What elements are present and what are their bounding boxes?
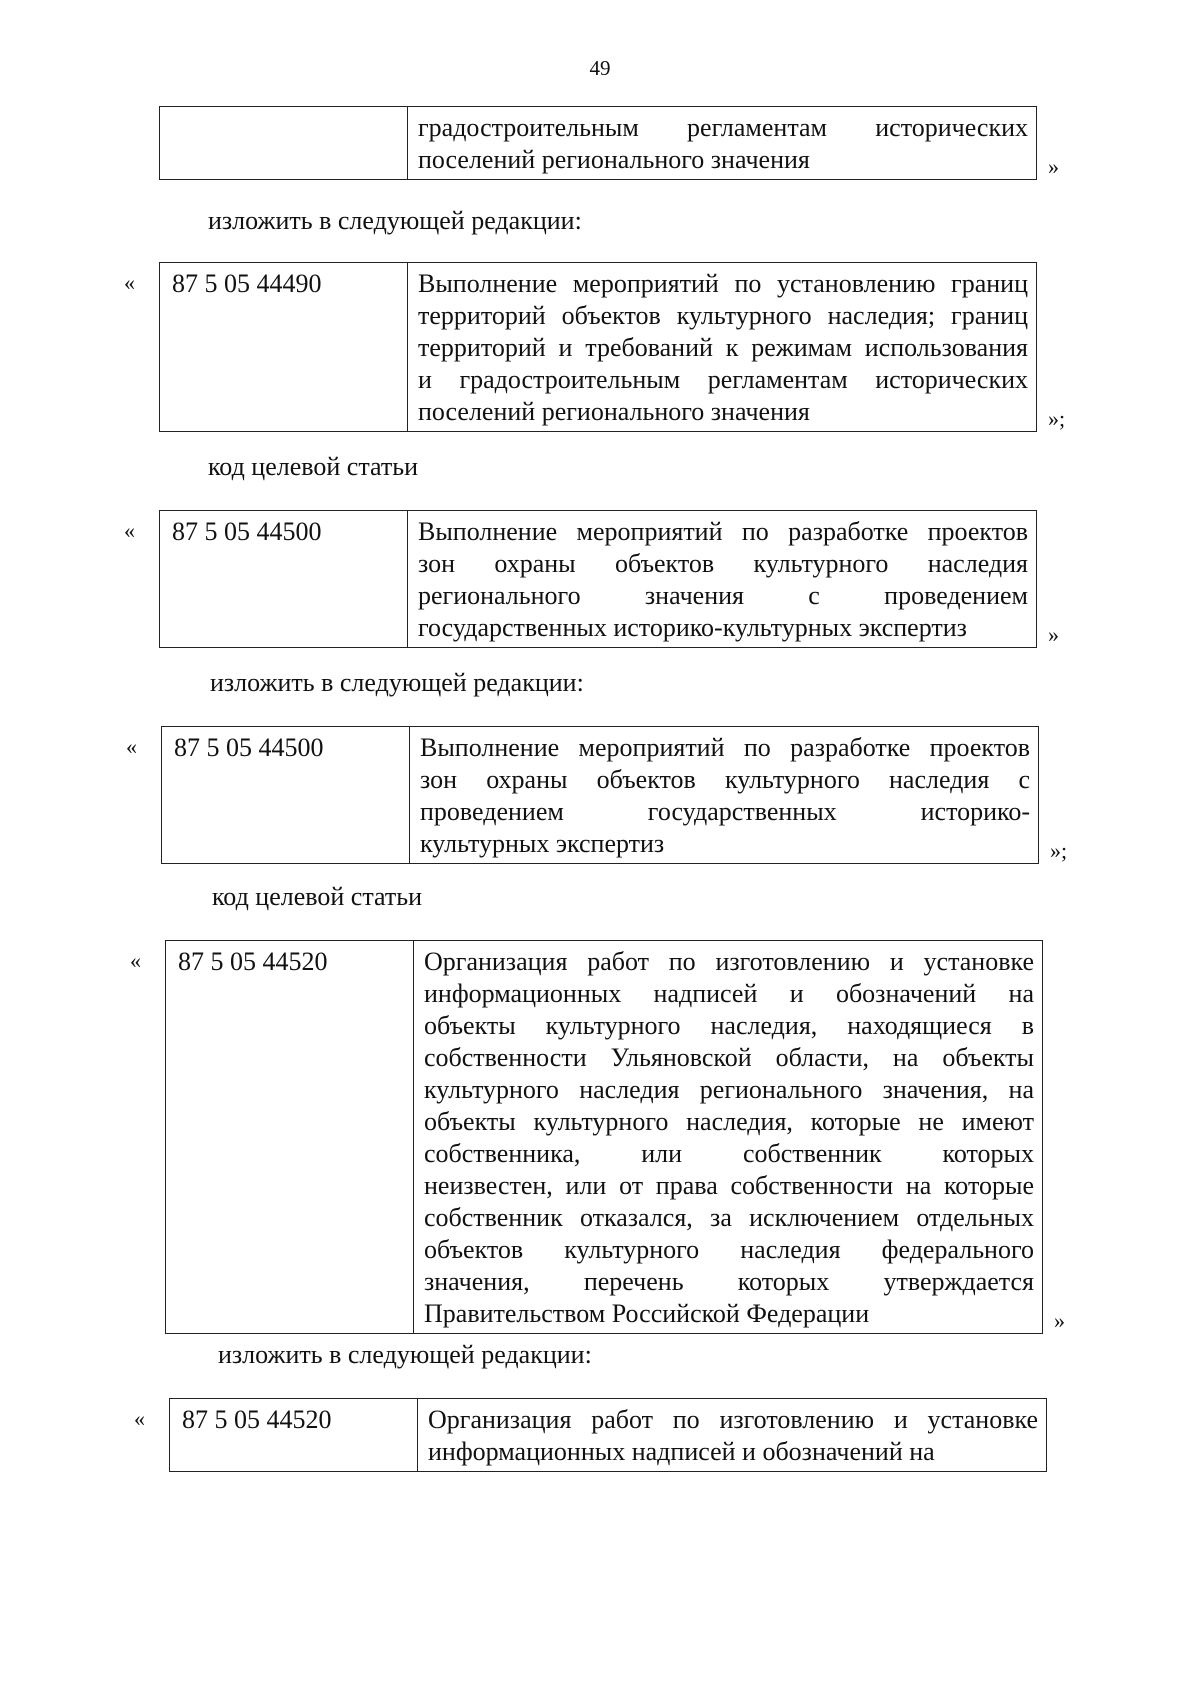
description-line: Правительством Российской Федерации [424,1299,870,1328]
instruction-paragraph: изложить в следующей редакции: [208,206,582,235]
target-article-code: 87 5 05 44500 [160,511,408,648]
opening-quote: « [134,1406,145,1431]
description-line: Выполнение мероприятий по установлению границ [418,269,1028,298]
entry-table [169,1398,1047,1472]
description-line: неизвестен, или от права собственности на которые [424,1171,1034,1200]
description-line: объекты культурного наследия, которые не имеют [424,1107,1034,1136]
instruction-paragraph: код целевой статьи [212,882,422,911]
target-article-description [418,1399,1047,1472]
target-article-description [408,511,1037,648]
description-line: поселений регионального значения [418,397,810,426]
description-line: культурного наследия регионального значения, на [424,1075,1034,1104]
target-article-entry [126,510,1126,648]
target-article-code: 87 5 05 44520 [166,941,414,1334]
instruction-paragraph: изложить в следующей редакции: [210,668,584,697]
description-line: значения, перечень которых утверждается [424,1267,1034,1296]
target-article-code: 87 5 05 44500 [162,727,410,864]
description-line: информационных надписей и обозначений на [424,979,1034,1008]
target-article-code [160,107,408,180]
description-line: объекты культурного наследия, находящиеся в [424,1011,1034,1040]
target-article-entry [128,726,1128,864]
target-article-description [408,263,1037,432]
description-line: информационных надписей и обозначений на [428,1437,935,1466]
instruction-paragraph: изложить в следующей редакции: [218,1340,592,1369]
entry-table [159,106,1037,180]
opening-quote: « [126,734,137,759]
opening-quote: « [124,270,135,295]
description-line: собственник отказался, за исключением отдельных [424,1203,1034,1232]
closing-quote: » [1048,154,1059,179]
description-line: регионального значения с проведением [418,581,1028,610]
page-number: 49 [589,56,611,80]
description-line: проведением государственных историко- [420,797,1030,826]
target-article-entry [126,262,1126,432]
closing-quote: » [1054,1308,1065,1333]
target-article-code: 87 5 05 44520 [170,1399,418,1472]
description-line: зон охраны объектов культурного наследия [418,549,1028,578]
description-line: поселений регионального значения [418,145,810,174]
target-article-description [408,107,1037,180]
description-line: и градостроительным регламентам исторических [418,365,1028,394]
description-line: градостроительным регламентам исторических [418,113,1028,142]
description-line: Организация работ по изготовлению и установке [424,947,1034,976]
description-line: Организация работ по изготовлению и установке [428,1405,1038,1434]
description-line: Выполнение мероприятий по разработке проектов [418,517,1028,546]
entry-table [161,726,1039,864]
opening-quote: « [130,948,141,973]
closing-quote: » [1048,622,1059,647]
opening-quote: « [124,518,135,543]
entry-table [165,940,1043,1334]
closing-quote: »; [1050,838,1068,863]
entry-table [159,262,1037,432]
target-article-code: 87 5 05 44490 [160,263,408,432]
target-article-entry [136,1398,1136,1472]
target-article-description [414,941,1043,1334]
description-line: собственника, или собственник которых [424,1139,1034,1168]
target-article-entry [132,940,1132,1334]
description-line: объектов культурного наследия федерального [424,1235,1034,1264]
closing-quote: »; [1048,406,1066,431]
description-line: Выполнение мероприятий по разработке проектов [420,733,1030,762]
description-line: собственности Ульяновской области, на объекты [424,1043,1034,1072]
description-line: территорий и требований к режимам использования [418,333,1028,362]
description-line: государственных историко-культурных экспертиз [418,613,967,642]
entry-table [159,510,1037,648]
target-article-description [410,727,1039,864]
description-line: культурных экспертиз [420,829,665,858]
description-line: зон охраны объектов культурного наследия с [420,765,1030,794]
target-article-entry [126,106,1126,180]
description-line: территорий объектов культурного наследия; границ [418,301,1028,330]
instruction-paragraph: код целевой статьи [208,452,418,481]
